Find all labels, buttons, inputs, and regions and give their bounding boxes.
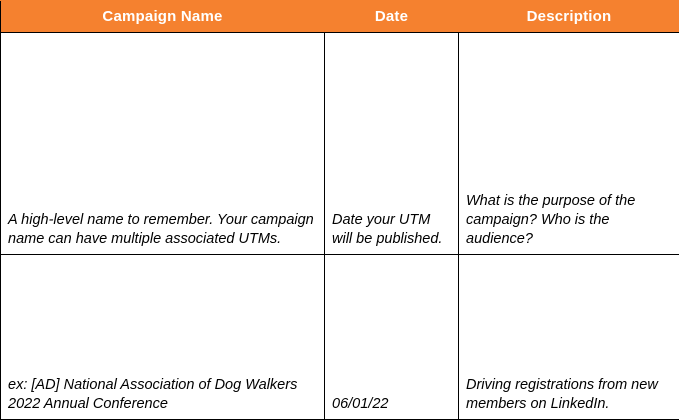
cell-description-instructions[interactable]: What is the purpose of the campaign? Who is the audience?	[459, 33, 679, 255]
cell-campaign-name-example[interactable]: ex: [AD] National Association of Dog Walkers 2022 Annual Conference	[1, 255, 325, 420]
cell-date-example[interactable]: 06/01/22	[325, 255, 459, 420]
header-date[interactable]: Date	[325, 1, 459, 33]
header-description[interactable]: Description	[459, 1, 679, 33]
table-body	[1, 33, 679, 420]
header-campaign-name[interactable]: Campaign Name	[1, 1, 325, 33]
table-row	[1, 33, 679, 255]
cell-description-example[interactable]: Driving registrations from new members on LinkedIn.	[459, 255, 679, 420]
table-row	[1, 255, 679, 420]
table-header-row	[1, 1, 679, 33]
cell-campaign-name-instructions[interactable]: A high-level name to remember. Your campaign name can have multiple associated UTMs.	[1, 33, 325, 255]
cell-date-instructions[interactable]: Date your UTM will be published.	[325, 33, 459, 255]
